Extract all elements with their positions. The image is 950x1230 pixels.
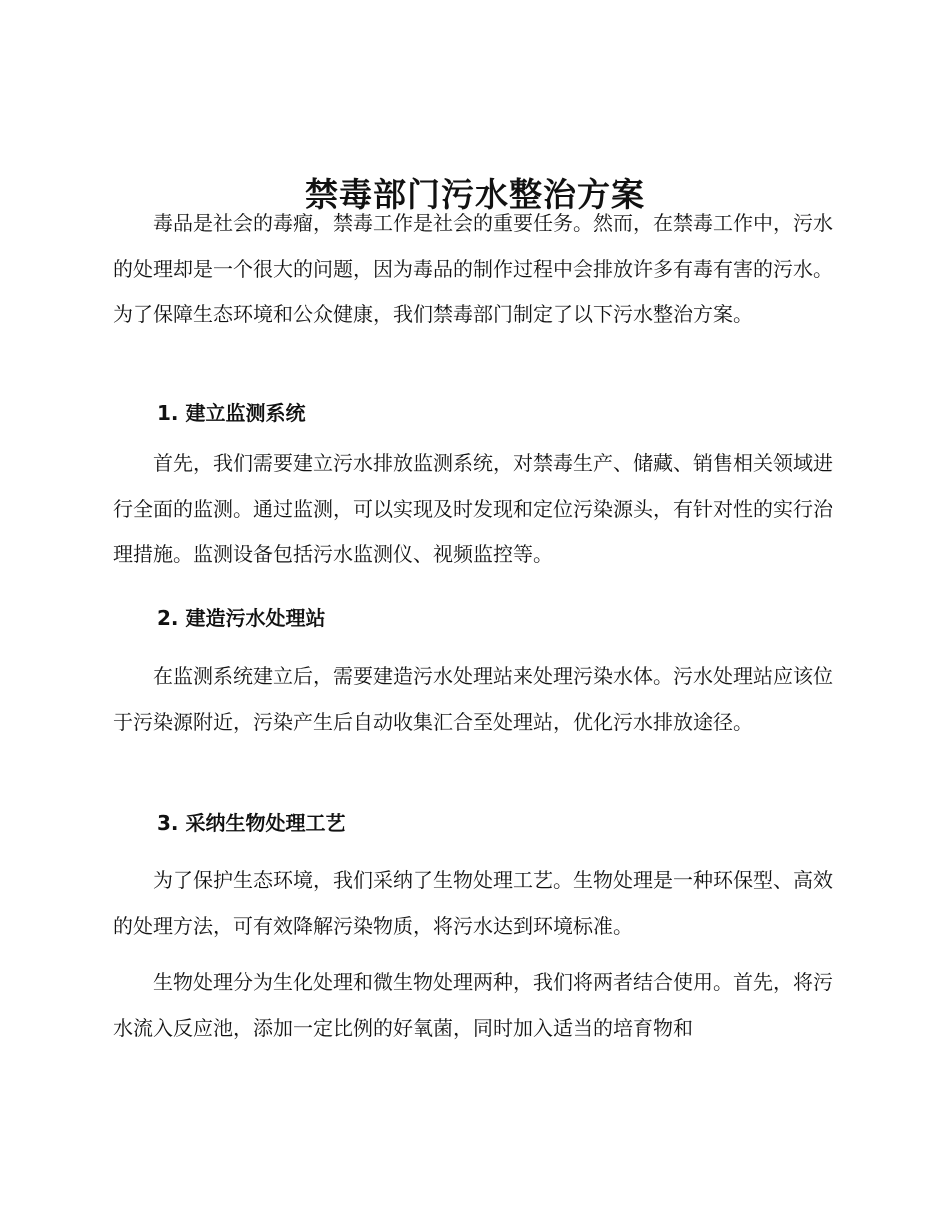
section-heading-biological-process: 3. 采纳生物处理工艺 bbox=[157, 811, 346, 835]
section-paragraph-biological-process-1: 为了保护生态环境，我们采纳了生物处理工艺。生物处理是一种环保型、高效的处理方法，可有效降解污染物质，将污水达到环境标准。 bbox=[113, 868, 833, 938]
section-paragraph-treatment-station: 在监测系统建立后，需要建造污水处理站来处理污染水体。污水处理站应该位于污染源附近，污染产生后自动收集汇合至处理站，优化污水排放途径。 bbox=[113, 664, 833, 734]
intro-paragraph: 毒品是社会的毒瘤，禁毒工作是社会的重要任务。然而，在禁毒工作中，污水的处理却是一个很大的问题，因为毒品的制作过程中会排放许多有毒有害的污水。为了保障生态环境和公众健康，我们禁毒部门制定了以下污水整治方案。 bbox=[113, 211, 833, 326]
section-heading-treatment-station: 2. 建造污水处理站 bbox=[157, 606, 326, 630]
section-paragraph-biological-process-2: 生物处理分为生化处理和微生物处理两种，我们将两者结合使用。首先，将污水流入反应池，添加一定比例的好氧菌，同时加入适当的培育物和 bbox=[113, 970, 833, 1040]
section-paragraph-monitoring: 首先，我们需要建立污水排放监测系统，对禁毒生产、储藏、销售相关领域进行全面的监测。通过监测，可以实现及时发现和定位污染源头，有针对性的实行治理措施。监测设备包括污水监测仪、视频监控等。 bbox=[113, 451, 833, 566]
document-title: 禁毒部门污水整治方案 bbox=[305, 175, 645, 215]
section-heading-monitoring: 1. 建立监测系统 bbox=[157, 401, 306, 425]
